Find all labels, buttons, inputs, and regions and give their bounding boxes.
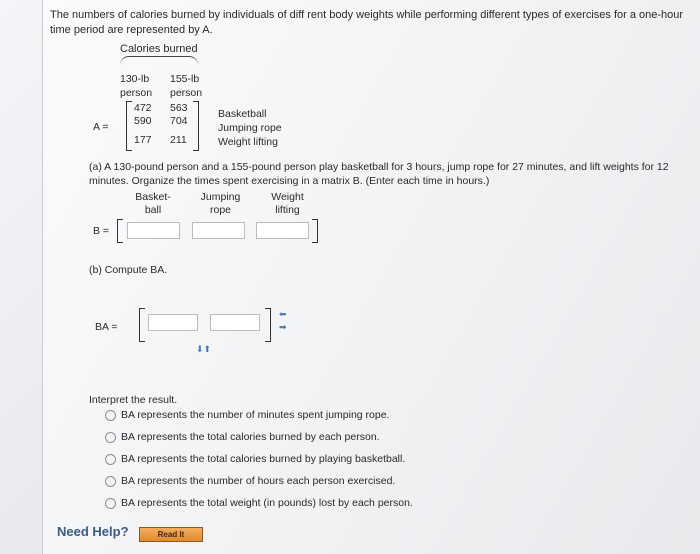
remove-column-icon[interactable]: ⬅	[279, 309, 287, 319]
header-brace	[120, 56, 198, 65]
calories-header: Calories burned	[120, 43, 198, 55]
matrix-a-right-bracket	[193, 101, 199, 151]
option-label-3[interactable]: BA represents the total calories burned by playing basketball.	[121, 453, 406, 465]
matrix-a-r3c1: 177	[134, 134, 152, 146]
b-header-weight-2: lifting	[275, 204, 300, 216]
row-label-jumping-rope: Jumping rope	[218, 122, 282, 134]
b-header-jumping-2: rope	[209, 204, 231, 216]
b-header-weight-1: Weight	[271, 191, 304, 203]
b-header-basketball-2: ball	[144, 204, 162, 216]
col1-header-line2: person	[120, 87, 153, 99]
matrix-b-input-jumping-rope[interactable]	[192, 222, 245, 239]
matrix-b-label: B =	[93, 225, 110, 237]
option-radio-2[interactable]	[105, 432, 116, 443]
add-remove-row-icon[interactable]: ⬇⬆	[196, 344, 212, 354]
matrix-ba-input-1[interactable]	[148, 314, 198, 331]
option-label-1[interactable]: BA represents the number of minutes spent jumping rope.	[121, 409, 390, 421]
matrix-a-r3c2: 211	[170, 134, 187, 146]
row-label-weight-lifting: Weight lifting	[218, 136, 278, 148]
read-it-button[interactable]: Read It	[139, 527, 203, 542]
option-label-2[interactable]: BA represents the total calories burned by each person.	[121, 431, 380, 443]
b-header-basketball-1: Basket-	[135, 191, 171, 203]
col2-header-line1: 155-lb	[170, 73, 200, 85]
option-radio-5[interactable]	[105, 498, 116, 509]
part-a-text: (a) A 130-pound person and a 155-pound person play basketball for 3 hours, jump rope for 27 minutes, and lift weights for 12 minutes. Organize the times spent exercising in a matrix B. (Enter each time in hours.)	[89, 161, 669, 187]
part-b-text: (b) Compute BA.	[89, 264, 168, 276]
matrix-b-input-weight-lifting[interactable]	[256, 222, 309, 239]
interpret-prompt: Interpret the result.	[89, 394, 178, 406]
option-radio-3[interactable]	[105, 454, 116, 465]
col2-header-line2: person	[170, 87, 203, 99]
matrix-a-r2c2: 704	[170, 115, 188, 127]
matrix-ba-right-bracket	[265, 308, 271, 342]
col1-header-line1: 130-lb	[120, 73, 150, 85]
matrix-ba-label: BA =	[95, 321, 118, 333]
option-radio-1[interactable]	[105, 410, 116, 421]
row-label-basketball: Basketball	[218, 108, 267, 120]
problem-intro: The numbers of calories burned by individuals of diff rent body weights while performing different types of exercises for a one-hour time period are represented by A.	[50, 9, 684, 36]
matrix-b-left-bracket	[117, 219, 123, 243]
add-column-icon[interactable]: ➡	[279, 322, 287, 332]
matrix-ba-left-bracket	[139, 308, 145, 342]
b-header-jumping-1: Jumping	[200, 191, 241, 203]
matrix-a-label: A =	[93, 121, 109, 133]
matrix-a-left-bracket	[126, 101, 132, 151]
option-label-4[interactable]: BA represents the number of hours each person exercised.	[121, 475, 396, 487]
matrix-a-r1c2: 563	[170, 102, 188, 114]
matrix-b-right-bracket	[312, 219, 318, 243]
matrix-b-input-basketball[interactable]	[127, 222, 180, 239]
matrix-a-r1c1: 472	[134, 102, 152, 114]
matrix-a-r2c1: 590	[134, 115, 152, 127]
option-radio-4[interactable]	[105, 476, 116, 487]
option-label-5[interactable]: BA represents the total weight (in pounds) lost by each person.	[121, 497, 413, 509]
matrix-ba-input-2[interactable]	[210, 314, 260, 331]
need-help-label: Need Help?	[57, 524, 129, 539]
